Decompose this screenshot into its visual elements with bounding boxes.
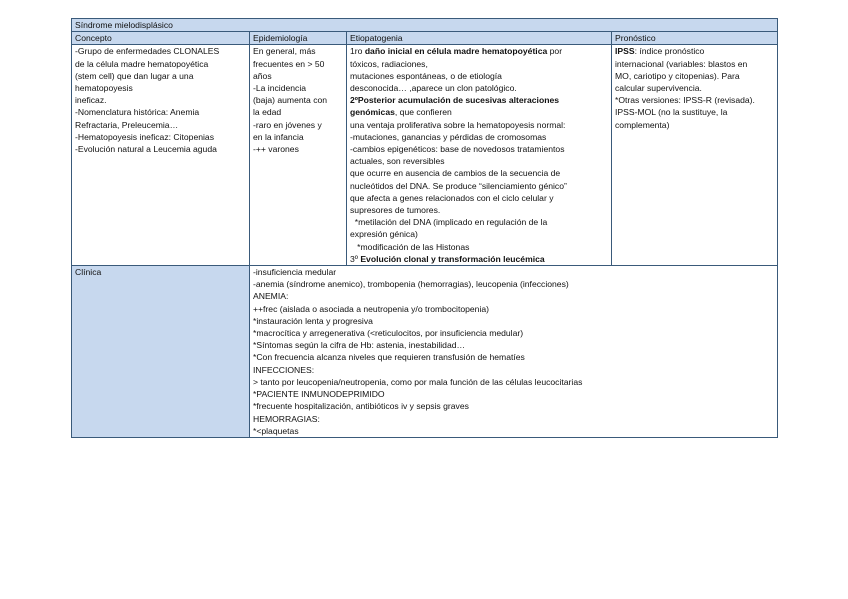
etio-line: *metilación del DNA (implicado en regulación de la [350,217,548,228]
etio-text: 3º [350,253,361,264]
clinica-line: *Con frecuencia alcanza niveles que requieren transfusión de hematíes [253,352,525,363]
pronostico-line: MO, cariotipo y citopenias). Para [615,70,740,81]
etio-line: -mutaciones, ganancias y pérdidas de cromosomas [350,131,547,142]
header-pronostico: Pronóstico [612,32,778,45]
etio-bold-text: genómicas [350,107,395,118]
pronostico-line: IPSS-MOL (no la sustituye, la [615,107,728,118]
etio-line: tóxicos, radiaciones, [350,58,428,69]
etio-line: -cambios epigenéticos: base de novedosos tratamientos [350,144,565,155]
epidemiologia-line: -++ varones [253,144,299,155]
epidemiologia-line: años [253,70,272,81]
etio-text: , que confieren [394,107,452,118]
concepto-line: -Grupo de enfermedades CLONALES [75,46,220,57]
pronostico-cell [612,45,778,266]
clinica-line: -insuficiencia medular [253,267,337,278]
epidemiologia-cell [250,45,347,266]
epidemiologia-line: En general, más [253,46,316,57]
clinica-line: ++frec (aislada o asociada a neutropenia y/o trombocitopenia) [253,303,489,314]
pronostico-line: complementa) [615,119,670,130]
epidemiologia-line: en la infancia [253,131,304,142]
concepto-cell [72,45,250,266]
concepto-line: hematopoyesis [75,83,133,94]
pronostico-text: : índice pronóstico [634,46,705,57]
clinica-line: INFECCIONES: [253,364,315,375]
etio-line: expresión génica) [350,229,418,240]
clinica-line: ANEMIA: [253,291,289,302]
etio-line: 2ºPosterior acumulación de sucesivas alteraciones [350,95,560,106]
concepto-line: -Hematopoyesis ineficaz: Citopenias [75,131,214,142]
etio-line: nucleótidos del DNA. Se produce “silenciamiento génico” [350,180,567,191]
title-row [72,19,778,32]
clinica-line: *PACIENTE INMUNODEPRIMIDO [253,389,385,400]
summary-table [71,18,778,438]
clinica-line: *<plaquetas [253,425,299,436]
pronostico-bold-text: IPSS [615,46,635,57]
concepto-line: -Nomenclatura histórica: Anemia [75,107,200,118]
etio-line: una ventaja proliferativa sobre la hematopoyesis normal: [350,119,566,130]
header-etiopatogenia: Etiopatogenia [347,32,612,45]
header-epidemiologia: Epidemiología [250,32,347,45]
clinica-line: *instauración lenta y progresiva [253,315,373,326]
clinica-cell [250,266,778,438]
etiopatogenia-cell [347,45,612,266]
concepto-line: Refractaria, Preleucemia… [75,119,179,130]
etio-line [350,253,608,265]
etio-bold-text: daño inicial en célula madre hematopoyética [364,46,548,57]
concepto-line: de la célula madre hematopoyética [75,58,209,69]
pronostico-line [615,45,774,57]
table-title: Síndrome mielodisplásico [72,19,778,32]
etio-line: supresores de tumores. [350,205,441,216]
etio-text: por [547,46,563,57]
etio-line: mutaciones espontáneas, o de etiología [350,70,502,81]
epidemiologia-line: (baja) aumenta con [253,95,328,106]
clinica-row [72,266,778,438]
pronostico-line: calcular supervivencia. [615,83,702,94]
concepto-line: -Evolución natural a Leucemia aguda [75,144,217,155]
etio-line: que afecta a genes relacionados con el ciclo celular y [350,192,554,203]
etio-line: actuales, son reversibles [350,156,445,167]
clinica-line: HEMORRAGIAS: [253,413,320,424]
concepto-line: ineficaz. [75,95,107,106]
epidemiologia-line: -La incidencia [253,83,307,94]
clinica-line: *macrocítica y arregenerativa (<reticulocitos, por insuficiencia medular) [253,328,524,339]
clinica-line: *frecuente hospitalización, antibióticos iv y sepsis graves [253,401,469,412]
epidemiologia-line: -raro en jóvenes y [253,119,322,130]
etio-line [350,106,608,118]
etio-line: que ocurre en ausencia de cambios de la secuencia de [350,168,561,179]
etio-line: *modificación de las Histonas [350,241,470,252]
concepto-line: (stem cell) que dan lugar a una [75,70,194,81]
pronostico-line: *Otras versiones: IPSS-R (revisada). [615,95,755,106]
epidemiologia-line: frecuentes en > 50 [253,58,325,69]
header-row [72,32,778,45]
etio-bold-text: Evolución clonal y transformación leucémica [360,253,545,264]
header-concepto: Concepto [72,32,250,45]
etio-line [350,45,608,57]
etio-text: 1ro [350,46,365,57]
clinica-label: Clínica [72,266,250,438]
clinica-line: *Síntomas según la cifra de Hb: astenia, inestabilidad… [253,340,466,351]
content-row [72,45,778,266]
clinica-line: -anemia (síndrome anemico), trombopenia (hemorragias), leucopenia (infecciones) [253,279,569,290]
clinica-line: > tanto por leucopenia/neutropenia, como por mala función de las células leucocitarias [253,376,583,387]
pronostico-line: internacional (variables: blastos en [615,58,748,69]
etio-line: desconocida… ,aparece un clon patológico. [350,83,517,94]
epidemiologia-line: la edad [253,107,282,118]
